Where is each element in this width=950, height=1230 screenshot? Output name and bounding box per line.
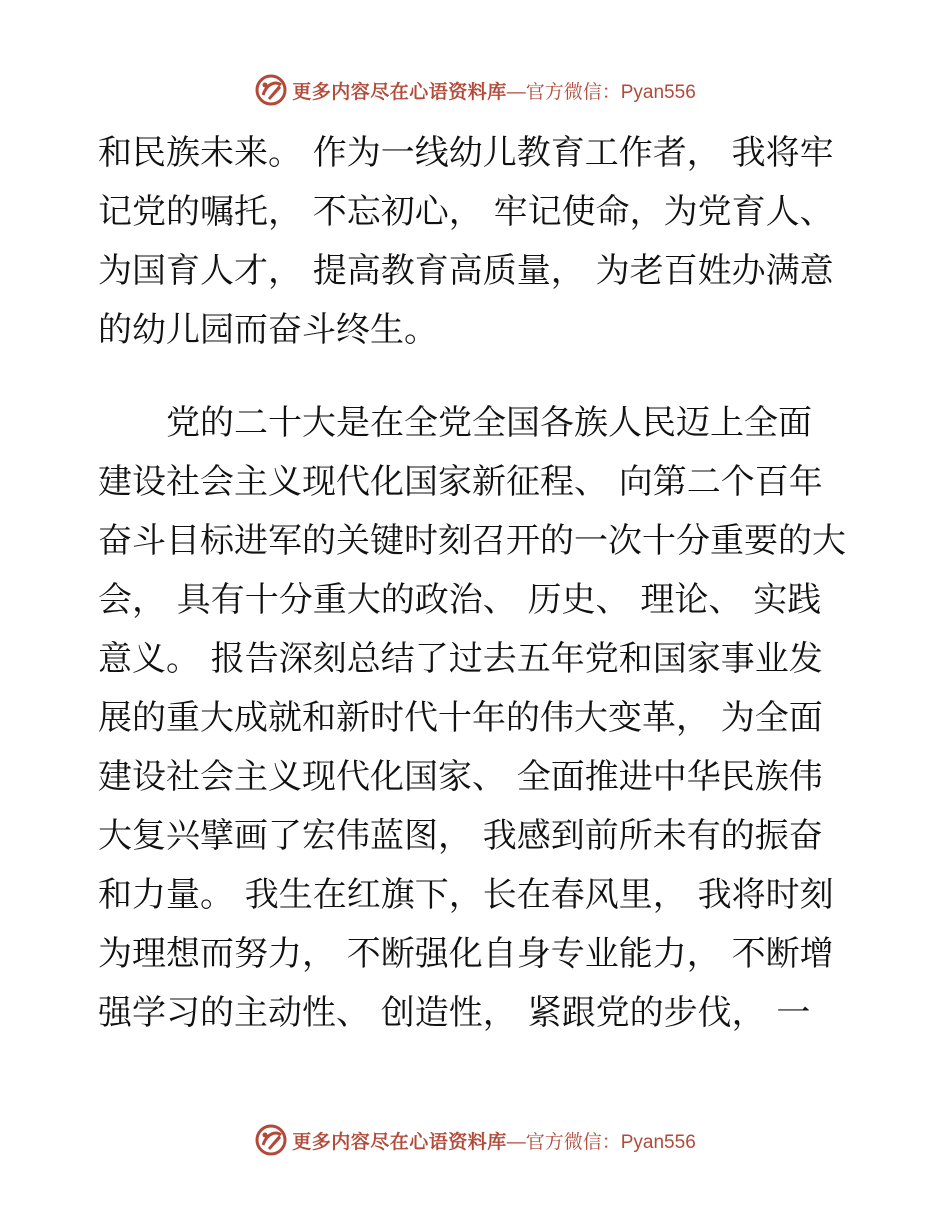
text-line: 和民族未来。 作为一线幼儿教育工作者， 我将牢	[98, 133, 834, 173]
text-line: 的幼儿园而奋斗终生。	[98, 310, 438, 350]
text-line: 记党的嘱托， 不忘初心， 牢记使命，为党育人、	[98, 192, 834, 232]
text-line: 为理想而努力， 不断强化自身专业能力， 不断增	[98, 934, 834, 974]
swirl-pen-logo-icon	[254, 73, 288, 107]
footer-brand-text: 更多内容尽在心语资料库	[292, 1130, 507, 1153]
header-contact-text: —官方微信：Pyan556	[506, 81, 696, 103]
text-line: 会， 具有十分重大的政治、 历史、 理论、 实践	[98, 580, 822, 620]
text-line: 意义。 报告深刻总结了过去五年党和国家事业发	[98, 639, 823, 679]
text-line: 强学习的主动性、 创造性， 紧跟党的步伐， 一	[98, 993, 811, 1033]
text-line: 奋斗目标进军的关键时刻召开的一次十分重要的大	[98, 521, 846, 561]
paragraph-gap	[98, 360, 852, 394]
page-footer-banner	[0, 1120, 950, 1160]
text-line: 和力量。 我生在红旗下，长在春风里， 我将时刻	[98, 875, 834, 915]
text-line: 党的二十大是在全党全国各族人民迈上全面	[98, 403, 812, 443]
page-header-banner	[0, 70, 950, 110]
text-line: 建设社会主义现代化国家、 全面推进中华民族伟	[98, 757, 823, 797]
document-body	[98, 124, 852, 1043]
text-line: 建设社会主义现代化国家新征程、 向第二个百年	[98, 462, 823, 502]
footer-contact-text: —官方微信：Pyan556	[506, 1131, 696, 1153]
header-brand-text: 更多内容尽在心语资料库	[292, 80, 507, 103]
text-line: 大复兴擘画了宏伟蓝图， 我感到前所未有的振奋	[98, 816, 823, 856]
paragraph-2	[98, 394, 852, 1043]
swirl-pen-logo-icon	[254, 1123, 288, 1157]
paragraph-1	[98, 124, 852, 360]
text-line: 为国育人才， 提高教育高质量， 为老百姓办满意	[98, 251, 834, 291]
text-line: 展的重大成就和新时代十年的伟大变革， 为全面	[98, 698, 823, 738]
